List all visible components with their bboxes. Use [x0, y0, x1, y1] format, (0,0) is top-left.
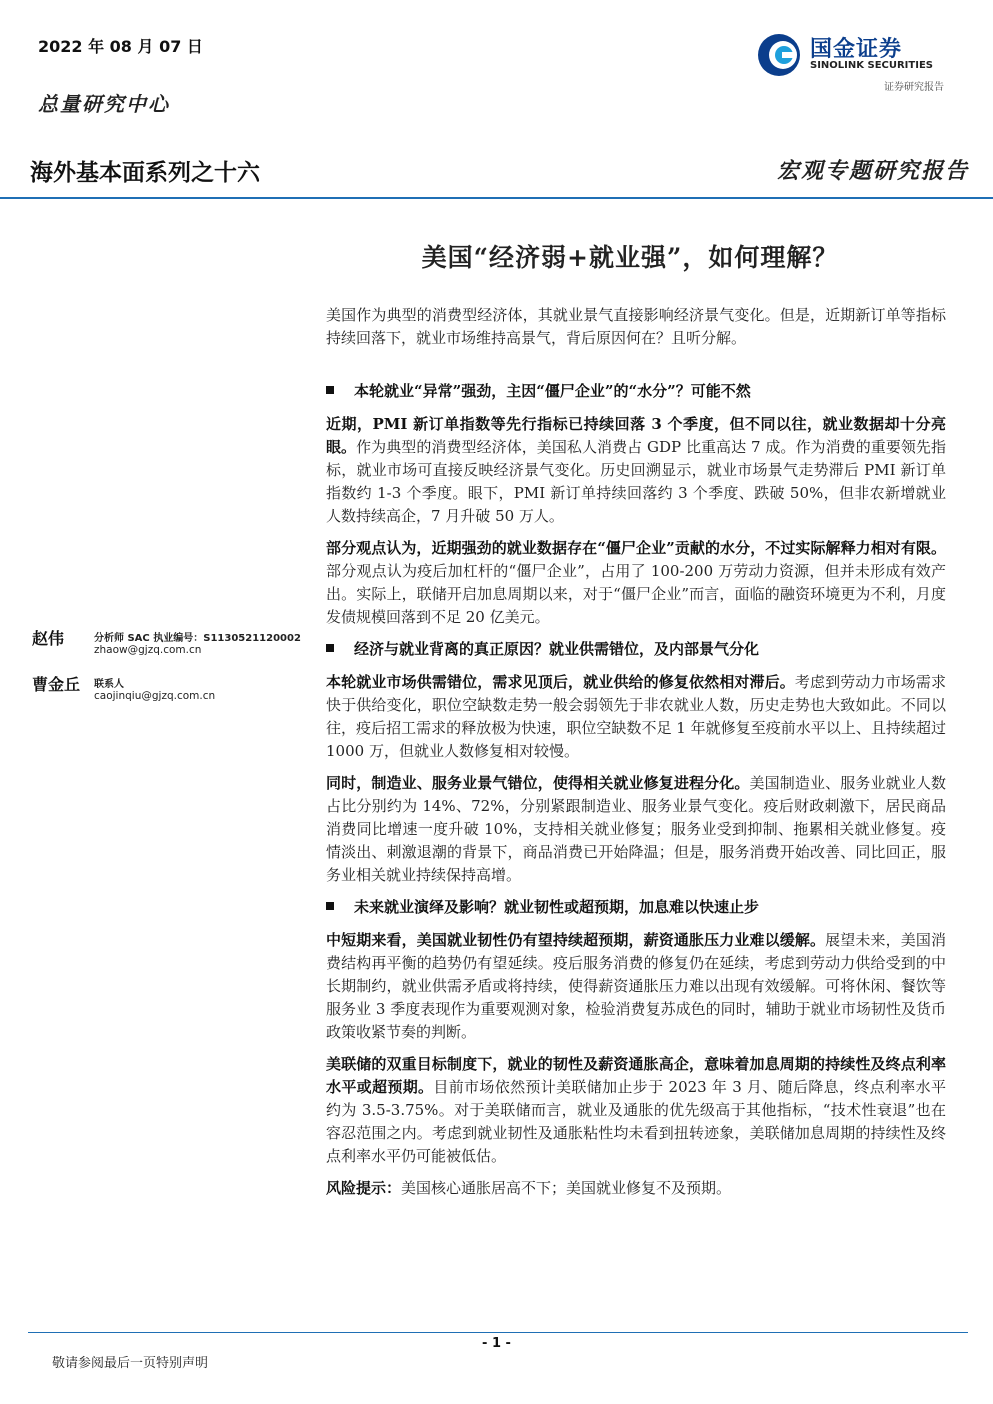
section-heading-text: 未来就业演绎及影响？就业韧性或超预期，加息难以快速止步 — [354, 898, 760, 916]
logo-subtitle: 证券研究报告 — [884, 82, 944, 93]
paragraph-text: 作为典型的消费型经济体，美国私人消费占 GDP 比重高达 7 成。作为消费的重要领先指标，就业市场可直接反映经济景气变化。历史回溯显示，就业市场景气走势滞后 PMI 新订单指数约 1-3 个季度。眼下，PMI 新订单持续回落约 3 个季度、跌破 50%，但非农新增就业人数持续高企，7 月升破 50 万人。 — [326, 438, 946, 525]
key-point: 同时，制造业、服务业景气错位，使得相关就业修复进程分化。 — [326, 774, 750, 792]
sinolink-logo-icon — [756, 32, 802, 78]
company-logo — [756, 30, 946, 96]
key-point: 本轮就业市场供需错位，需求见顶后，就业供给的修复依然相对滞后。 — [326, 673, 795, 691]
paragraph-text: 美国制造业、服务业就业人数占比分别约为 14%、72%，分别紧跟制造业、服务业景气变化。疫后财政刺激下，居民商品消费同比增速一度升破 10%，支持相关就业修复；服务业受到抑制、拖累相关就业修复。疫情淡出、刺激退潮的背景下，商品消费已开始降温；但是，服务消费开始改善、同比回正，服务业相关就业持续保持高增。 — [326, 774, 946, 884]
paragraph-text: 考虑到劳动力市场需求快于供给变化，职位空缺数走势一般会弱领先于非农就业人数，历史走势也大致如此。不同以往，疫后招工需求的释放极为快速，职位空缺数不足 1 年就修复至疫前水平以上、且持续超过 1000 万，但就业人数修复相对较慢。 — [326, 673, 946, 760]
intro-paragraph: 美国作为典型的消费型经济体，其就业景气直接影响经济景气变化。但是，近期新订单等指标持续回落下，就业市场维持高景气，背后原因何在？且听分解。 — [326, 306, 946, 347]
bullet-square-icon — [326, 644, 334, 652]
risk-label: 风险提示： — [326, 1179, 402, 1197]
section-heading-text: 本轮就业“异常”强劲，主因“僵尸企业”的“水分”？可能不然 — [354, 382, 751, 400]
section-heading — [326, 638, 946, 661]
page-number: - 1 - — [482, 1336, 511, 1351]
footer-divider — [28, 1332, 968, 1333]
paragraph-text: 目前市场依然预计美联储加止步于 2023 年 3 月、随后降息，终点利率水平约为 3.5-3.75%。对于美联储而言，就业及通胀的优先级高于其他指标，“技术性衰退”也在容忍范围之内。考虑到就业韧性及通胀粘性均未看到扭转迹象，美联储加息周期的持续性及终点利率水平仍可能被低估。 — [326, 1078, 946, 1165]
author-role: 分析师 SAC 执业编号：S1130521120002 — [94, 633, 301, 644]
key-point: 近期，PMI 新订单指数等先行指标已持续回落 3 个季度，但不同以往，就业数据却十分亮眼。 — [326, 415, 946, 456]
body-paragraph — [326, 537, 946, 629]
author-email[interactable]: zhaow@gjzq.com.cn — [94, 644, 202, 656]
report-date: 2022 年 08 月 07 日 — [38, 37, 203, 56]
footer-disclaimer: 敬请参阅最后一页特别声明 — [52, 1356, 209, 1371]
section-heading — [326, 380, 946, 403]
logo-chinese-name: 国金证券 — [810, 37, 903, 62]
series-title: 海外基本面系列之十六 — [30, 160, 260, 186]
author-name: 赵伟 — [32, 629, 65, 648]
report-title: 美国“经济弱+就业强”，如何理解？ — [421, 243, 839, 272]
research-center-name: 总量研究中心 — [38, 92, 170, 116]
report-type: 宏观专题研究报告 — [776, 158, 969, 184]
key-point: 美联储的双重目标制度下，就业的韧性及薪资通胀高企，意味着加息周期的持续性及终点利率水平或超预期。 — [326, 1055, 946, 1096]
risk-warning — [326, 1177, 946, 1200]
author-name: 曹金丘 — [32, 675, 81, 694]
paragraph-text: 展望未来，美国消费结构再平衡的趋势仍有望延续。疫后服务消费的修复仍在延续，考虑到劳动力供给受到的中长期制约，就业供需矛盾或将持续，使得薪资通胀压力难以出现有效缓解。可将休闲、餐饮等服务业 3 季度表现作为重要观测对象，检验消费复苏成色的同时，辅助于就业市场韧性及货币政策收紧节奏的判断。 — [326, 931, 946, 1041]
paragraph-text: 部分观点认为疫后加杠杆的“僵尸企业”，占用了 100-200 万劳动力资源，但并未形成有效产出。实际上，联储开启加息周期以来，对于“僵尸企业”而言，面临的融资环境更为不利，月度发债规模回落到不足 20 亿美元。 — [326, 562, 946, 626]
key-point: 中短期来看，美国就业韧性仍有望持续超预期，薪资通胀压力业难以缓解。 — [326, 931, 826, 949]
body-paragraph — [326, 772, 946, 887]
author-email[interactable]: caojinqiu@gjzq.com.cn — [94, 690, 216, 702]
risk-text: 美国核心通胀居高不下；美国就业修复不及预期。 — [401, 1179, 732, 1197]
section-heading-text: 经济与就业背离的真正原因？就业供需错位，及内部景气分化 — [354, 640, 760, 658]
logo-english-name: SINOLINK SECURITIES — [810, 60, 933, 71]
bullet-square-icon — [326, 386, 334, 394]
body-paragraph — [326, 413, 946, 528]
body-paragraph — [326, 929, 946, 1044]
author-role: 联系人 — [94, 679, 124, 690]
header-divider — [0, 197, 993, 199]
report-summary — [326, 304, 946, 1209]
bullet-square-icon — [326, 902, 334, 910]
section-heading — [326, 896, 946, 919]
body-paragraph — [326, 1053, 946, 1168]
key-point: 部分观点认为，近期强劲的就业数据存在“僵尸企业”贡献的水分，不过实际解释力相对有限。 — [326, 539, 946, 557]
body-paragraph — [326, 671, 946, 763]
